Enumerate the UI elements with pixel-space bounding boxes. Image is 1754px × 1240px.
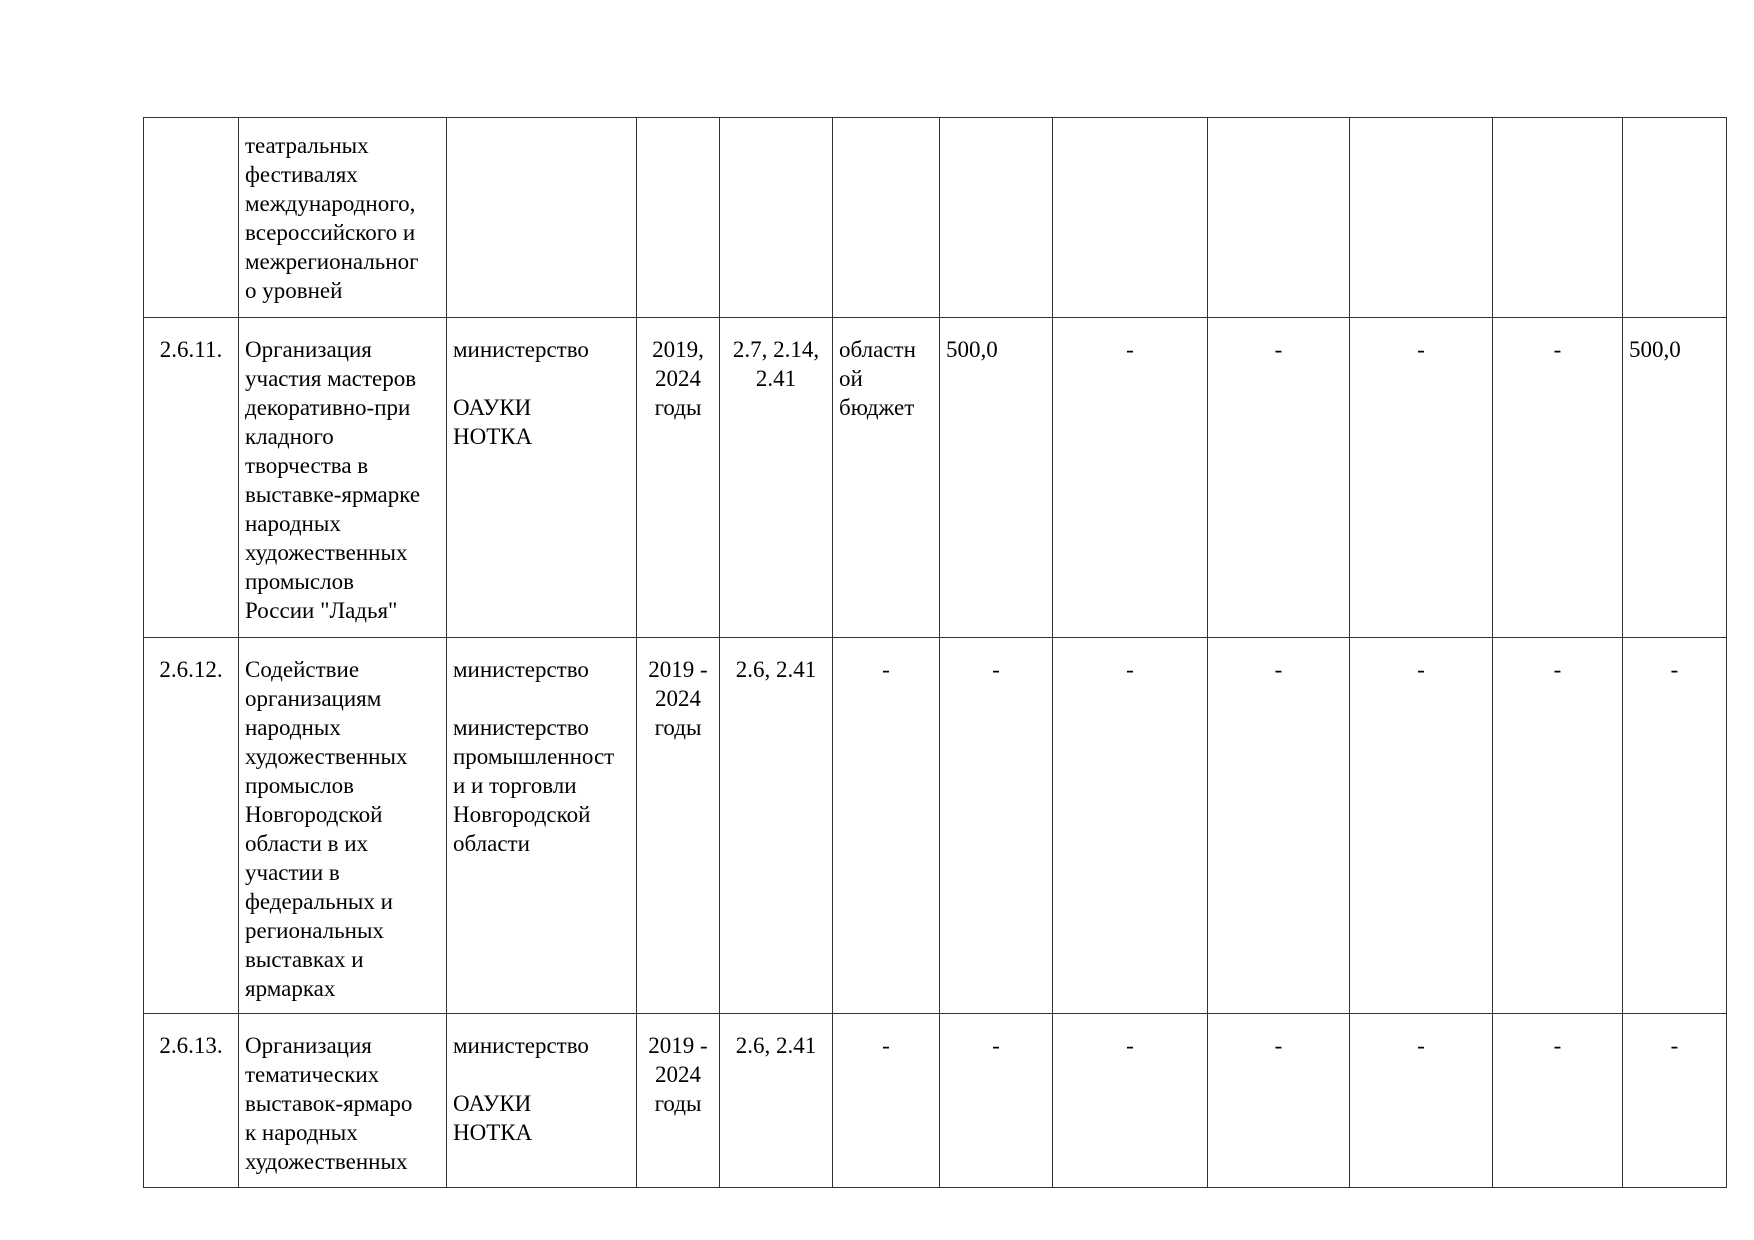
cell-amount-6: 500,0 — [1623, 318, 1727, 638]
cell-amount-3: - — [1208, 638, 1350, 1014]
cell-number: 2.6.12. — [144, 638, 239, 1014]
cell-amount-5: - — [1493, 1014, 1623, 1188]
cell-funding-source: областн ой бюджет — [833, 318, 940, 638]
cell-amount-5 — [1493, 118, 1623, 318]
cell-indicator: 2.7, 2.14, 2.41 — [720, 318, 833, 638]
cell-funding-source — [833, 118, 940, 318]
cell-period: 2019, 2024 годы — [637, 318, 720, 638]
cell-indicator: 2.6, 2.41 — [720, 638, 833, 1014]
cell-amount-4 — [1350, 118, 1493, 318]
cell-period — [637, 118, 720, 318]
cell-activity-name: Организация тематических выставок-ярмаро к народных художественных — [239, 1014, 447, 1188]
cell-amount-6: - — [1623, 638, 1727, 1014]
cell-amount-5: - — [1493, 318, 1623, 638]
table-row — [144, 118, 1727, 318]
cell-executor — [447, 118, 637, 318]
cell-amount-2: - — [1053, 638, 1208, 1014]
cell-amount-3: - — [1208, 318, 1350, 638]
cell-amount-4: - — [1350, 638, 1493, 1014]
cell-amount-2: - — [1053, 1014, 1208, 1188]
cell-amount-6 — [1623, 118, 1727, 318]
table-row — [144, 638, 1727, 1014]
cell-amount-1 — [940, 118, 1053, 318]
cell-number — [144, 118, 239, 318]
cell-amount-1: 500,0 — [940, 318, 1053, 638]
cell-amount-3 — [1208, 118, 1350, 318]
cell-activity-name: театральных фестивалях международного, всероссийского и межрегиональног о уровней — [239, 118, 447, 318]
cell-funding-source: - — [833, 638, 940, 1014]
cell-amount-6: - — [1623, 1014, 1727, 1188]
cell-period: 2019 - 2024 годы — [637, 638, 720, 1014]
cell-indicator — [720, 118, 833, 318]
program-activities-table — [143, 117, 1727, 1188]
cell-number: 2.6.13. — [144, 1014, 239, 1188]
cell-amount-4: - — [1350, 318, 1493, 638]
cell-amount-2: - — [1053, 318, 1208, 638]
cell-number: 2.6.11. — [144, 318, 239, 638]
cell-funding-source: - — [833, 1014, 940, 1188]
cell-executor: министерство ОАУКИ НОТКА — [447, 318, 637, 638]
cell-amount-4: - — [1350, 1014, 1493, 1188]
cell-indicator: 2.6, 2.41 — [720, 1014, 833, 1188]
table-row — [144, 1014, 1727, 1188]
cell-amount-1: - — [940, 638, 1053, 1014]
cell-activity-name: Содействие организациям народных художественных промыслов Новгородской области в их участии в федеральных и региональных выставках и ярмарках — [239, 638, 447, 1014]
cell-period: 2019 - 2024 годы — [637, 1014, 720, 1188]
cell-amount-2 — [1053, 118, 1208, 318]
cell-executor: министерство министерство промышленност и и торговли Новгородской области — [447, 638, 637, 1014]
cell-activity-name: Организация участия мастеров декоративно-при кладного творчества в выставке-ярмарке народных художественных промыслов России "Ладья" — [239, 318, 447, 638]
cell-executor: министерство ОАУКИ НОТКА — [447, 1014, 637, 1188]
table-row — [144, 318, 1727, 638]
cell-amount-1: - — [940, 1014, 1053, 1188]
cell-amount-3: - — [1208, 1014, 1350, 1188]
cell-amount-5: - — [1493, 638, 1623, 1014]
